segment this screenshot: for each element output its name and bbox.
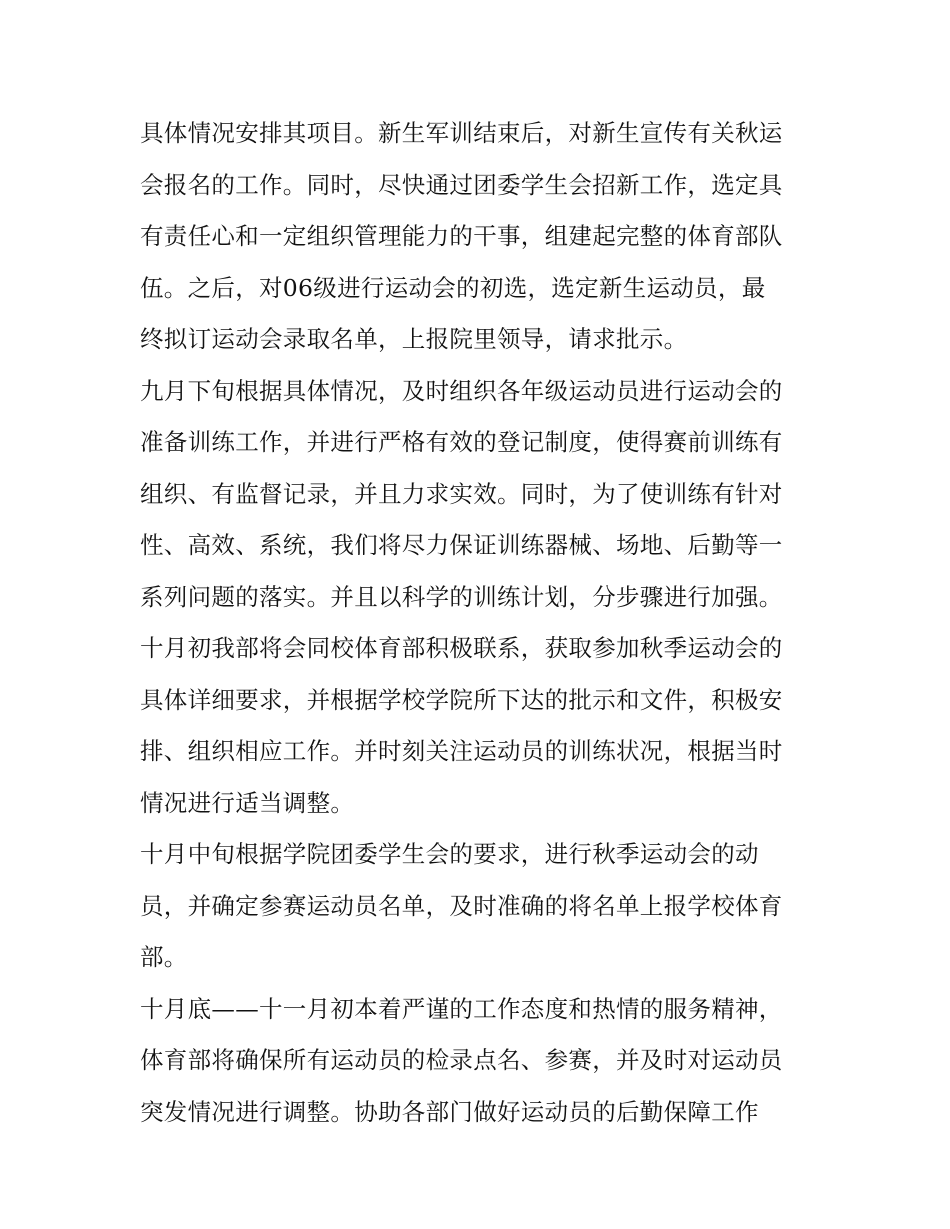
text-line: 员，并确定参赛运动员名单，及时准确的将名单上报学校体育 bbox=[140, 891, 783, 920]
paragraph-project-arrangement bbox=[140, 108, 816, 366]
text-line: 伍。之后，对06级进行运动会的初选，选定新生运动员，最 bbox=[140, 273, 766, 302]
text-line: 系列问题的落实。并且以科学的训练计划，分步骤进行加强。 bbox=[140, 582, 783, 611]
text-line: 情况进行适当调整。 bbox=[140, 788, 355, 817]
paragraph-early-october bbox=[140, 623, 816, 829]
paragraph-mid-october bbox=[140, 829, 816, 984]
text-line: 组织、有监督记录，并且力求实效。同时，为了使训练有针对 bbox=[140, 479, 783, 508]
document-body bbox=[140, 108, 816, 1138]
text-line: 性、高效、系统，我们将尽力保证训练器械、场地、后勤等一 bbox=[140, 531, 783, 559]
text-line: 具体详细要求，并根据学校学院所下达的批示和文件，积极安 bbox=[140, 685, 783, 714]
text-line: 十月底——十一月初本着严谨的工作态度和热情的服务精神， bbox=[140, 994, 783, 1023]
text-line: 体育部将确保所有运动员的检录点名、参赛，并及时对运动员 bbox=[140, 1046, 783, 1074]
text-line: 终拟订运动会录取名单，上报院里领导，请求批示。 bbox=[140, 325, 688, 353]
paragraph-late-september bbox=[140, 366, 816, 624]
text-line: 具体情况安排其项目。新生军训结束后，对新生宣传有关秋运 bbox=[140, 119, 783, 147]
text-line: 突发情况进行调整。协助各部门做好运动员的后勤保障工作 bbox=[140, 1097, 759, 1126]
text-line: 会报名的工作。同时，尽快通过团委学生会招新工作，选定具 bbox=[140, 170, 783, 199]
text-line: 十月初我部将会同校体育部积极联系，获取参加秋季运动会的 bbox=[140, 634, 783, 662]
text-line: 有责任心和一定组织管理能力的干事，组建起完整的体育部队 bbox=[140, 222, 783, 250]
paragraph-late-october bbox=[140, 984, 816, 1139]
text-line: 九月下旬根据具体情况，及时组织各年级运动员进行运动会的 bbox=[140, 376, 783, 405]
text-line: 准备训练工作，并进行严格有效的登记制度，使得赛前训练有 bbox=[140, 428, 783, 456]
text-line: 部。 bbox=[140, 943, 188, 971]
text-line: 排、组织相应工作。并时刻关注运动员的训练状况，根据当时 bbox=[140, 737, 783, 765]
text-line: 十月中旬根据学院团委学生会的要求，进行秋季运动会的动 bbox=[140, 840, 759, 868]
